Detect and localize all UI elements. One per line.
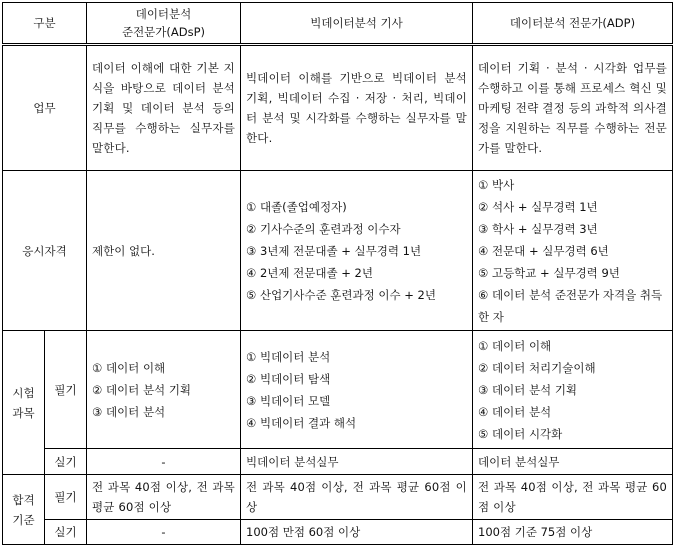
duty-adp: 데이터 기획 · 분석 · 시각화 업무를 수행하고 이를 통해 프로세스 혁신 및 마케팅 전략 결정 등의 과학적 의사결정을 지원하는 직무를 수행하는 전문가를 말한다. <box>473 45 673 171</box>
list-item: ② 석사 + 실무경력 1년 <box>478 199 598 214</box>
subjects-written-bigdata <box>241 331 473 449</box>
list-item: ③ 학사 + 실무경력 3년 <box>478 221 598 236</box>
subjects-label-line1: 시험 <box>12 385 35 400</box>
duty-row <box>3 45 673 171</box>
certification-comparison-table <box>2 2 673 545</box>
passing-written-row <box>3 475 673 520</box>
list-item: ④ 데이터 분석 <box>478 404 552 419</box>
passing-label-line2: 기준 <box>12 512 35 527</box>
list-item: ① 빅데이터 분석 <box>246 349 331 364</box>
subjects-written-adp <box>473 331 673 449</box>
eligibility-adsp: 제한이 없다. <box>87 171 241 331</box>
list-item: ② 데이터 분석 기획 <box>92 382 192 397</box>
list-item: ⑤ 데이터 시각화 <box>478 426 563 441</box>
passing-label-line1: 합격 <box>12 492 35 507</box>
passing-written-label: 필기 <box>45 475 87 520</box>
duty-adsp: 데이터 이해에 대한 기본 지식을 바탕으로 데이터 분석 기획 및 데이터 분석 등의 직무를 수행하는 실무자를 말한다. <box>87 45 241 171</box>
subjects-label <box>3 331 45 475</box>
list-item: ④ 2년제 전문대졸 + 2년 <box>246 265 373 280</box>
passing-practical-adp: 100점 기준 75점 이상 <box>473 520 673 545</box>
list-item: ① 대졸(졸업예정자) <box>246 199 347 214</box>
subjects-practical-row <box>3 449 673 475</box>
list-item: ④ 전문대 + 실무경력 6년 <box>478 243 609 258</box>
header-adsp <box>87 3 241 45</box>
list-item: ⑤ 고등학교 + 실무경력 9년 <box>478 265 620 280</box>
list-item: ④ 빅데이터 결과 해석 <box>246 415 357 430</box>
subjects-practical-adsp: - <box>87 449 241 475</box>
passing-written-bigdata: 전 과목 40점 이상, 전 과목 평균 60점 이상 <box>241 475 473 520</box>
duty-label: 업무 <box>3 45 87 171</box>
subjects-written-label: 필기 <box>45 331 87 449</box>
list-item: ② 빅데이터 탐색 <box>246 371 331 386</box>
passing-practical-bigdata: 100점 만점 60점 이상 <box>241 520 473 545</box>
subjects-written-adsp <box>87 331 241 449</box>
passing-practical-label: 실기 <box>45 520 87 545</box>
header-bigdata: 빅데이터분석 기사 <box>241 3 473 45</box>
subjects-practical-bigdata: 빅데이터 분석실무 <box>241 449 473 475</box>
passing-practical-adsp: - <box>87 520 241 545</box>
subjects-label-line2: 과목 <box>12 405 35 420</box>
list-item: ⑥ 데이터 분석 준전문가 자격을 취득한 자 <box>478 287 663 324</box>
passing-written-adsp: 전 과목 40점 이상, 전 과목 평균 60점 이상 <box>87 475 241 520</box>
list-item: ③ 데이터 분석 기획 <box>478 382 578 397</box>
list-item: ③ 3년제 전문대졸 + 실무경력 1년 <box>246 243 422 258</box>
list-item: ⑤ 산업기사수준 훈련과정 이수 + 2년 <box>246 287 436 302</box>
duty-bigdata: 빅데이터 이해를 기반으로 빅데이터 분석 기획, 빅데이터 수집 · 저장 · 처리, 빅데이터 분석 및 시각화를 수행하는 실무자를 말한다. <box>241 45 473 171</box>
eligibility-label: 응시자격 <box>3 171 87 331</box>
subjects-practical-adp: 데이터 분석실무 <box>473 449 673 475</box>
eligibility-row <box>3 171 673 331</box>
passing-label <box>3 475 45 545</box>
list-item: ③ 빅데이터 모델 <box>246 393 331 408</box>
header-category: 구분 <box>3 3 87 45</box>
list-item: ③ 데이터 분석 <box>92 404 166 419</box>
list-item: ① 데이터 이해 <box>92 360 166 375</box>
header-adp: 데이터분석 전문가(ADP) <box>473 3 673 45</box>
list-item: ① 데이터 이해 <box>478 338 552 353</box>
header-row <box>3 3 673 45</box>
eligibility-adp <box>473 171 673 331</box>
header-adsp-line2: 준전문가(ADsP) <box>121 25 206 39</box>
subjects-written-row <box>3 331 673 449</box>
list-item: ② 데이터 처리기술이해 <box>478 360 596 375</box>
eligibility-bigdata <box>241 171 473 331</box>
passing-practical-row <box>3 520 673 545</box>
subjects-practical-label: 실기 <box>45 449 87 475</box>
list-item: ② 기사수준의 훈련과정 이수자 <box>246 221 401 236</box>
header-adsp-line1: 데이터분석 <box>135 7 192 21</box>
list-item: ① 박사 <box>478 177 515 192</box>
passing-written-adp: 전 과목 40점 이상, 전 과목 평균 60점 이상 <box>473 475 673 520</box>
